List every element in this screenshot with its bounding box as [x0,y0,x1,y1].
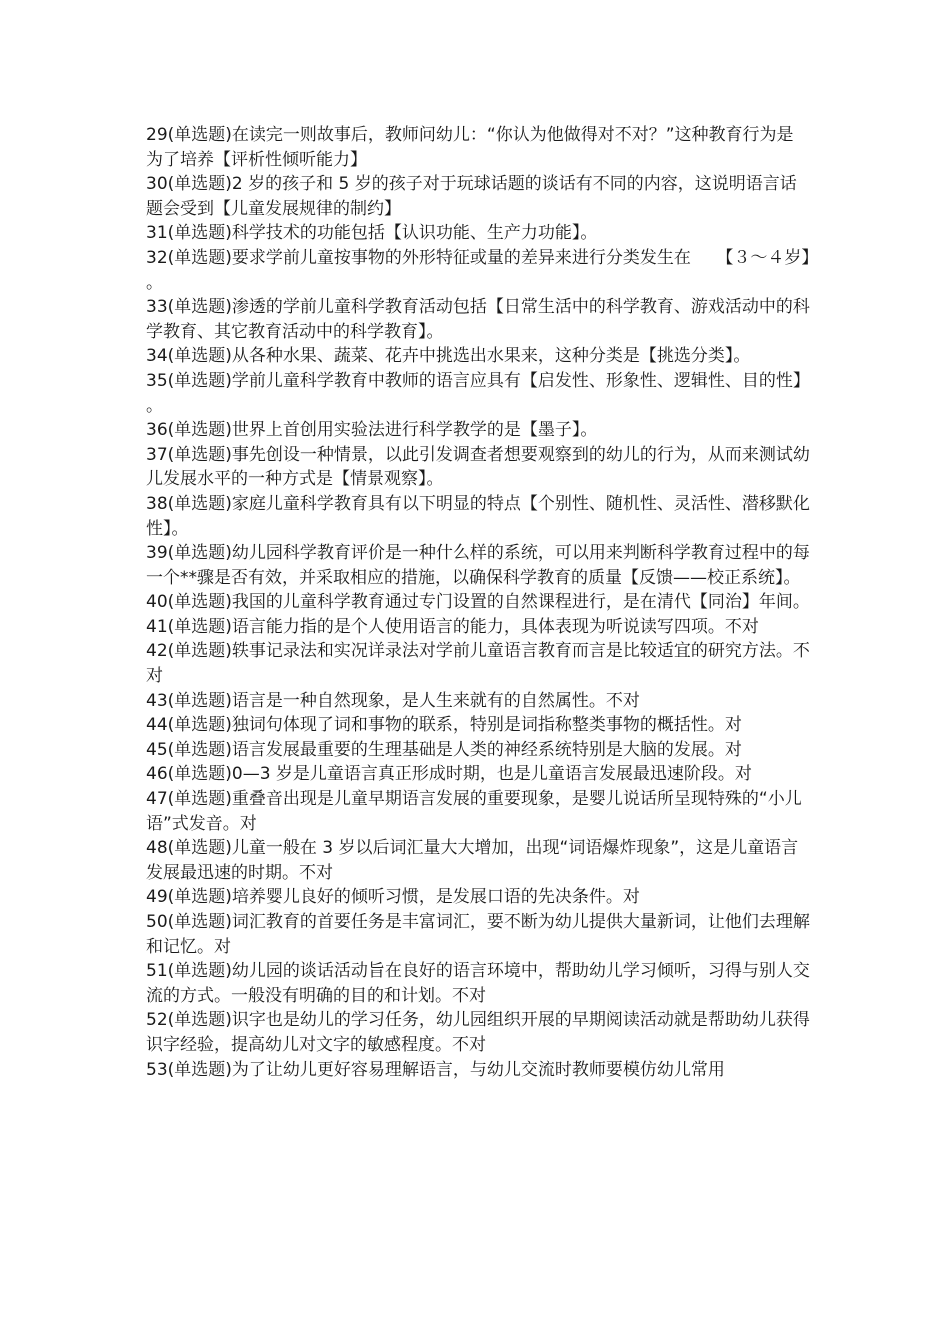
question-item: 37(单选题)事先创设一种情景，以此引发调查者想要观察到的幼儿的行为，从而来测试幼儿发展水平的一种方式是【情景观察】。 [146,444,810,490]
question-item: 53(单选题)为了让幼儿更好容易理解语言，与幼儿交流时教师要模仿幼儿常用 [146,1059,725,1080]
question-item: 52(单选题)识字也是幼儿的学习任务，幼儿园组织开展的早期阅读活动就是帮助幼儿获得识字经验，提高幼儿对文字的敏感程度。不对 [146,1010,810,1055]
question-item: 31(单选题)科学技术的功能包括【认识功能、生产力功能】。 [146,223,598,244]
question-item: 34(单选题)从各种水果、蔬菜、花卉中挑选出水果来，这种分类是【挑选分类】。 [146,346,751,367]
question-item: 46(单选题)0—3 岁是儿童语言真正形成时期，也是儿童语言发展最迅速阶段。对 [146,764,752,785]
question-item: 40(单选题)我国的儿童科学教育通过专门设置的自然课程进行，是在清代【同治】年间。 [146,592,810,613]
question-item: 47(单选题)重叠音出现是儿童早期语言发展的重要现象，是婴儿说话所呈现特殊的“小儿语”式发音。对 [146,789,802,834]
question-item: 43(单选题)语言是一种自然现象，是人生来就有的自然属性。不对 [146,690,640,711]
question-item: 50(单选题)词汇教育的首要任务是丰富词汇，要不断为幼儿提供大量新词，让他们去理解和记忆。对 [146,912,810,957]
question-item: 32(单选题)要求学前儿童按事物的外形特征或量的差异来进行分类发生在 【３～４岁】。 [146,247,810,293]
question-item: 42(单选题)轶事记录法和实况详录法对学前儿童语言教育而言是比较适宜的研究方法。不对 [146,641,810,687]
question-item: 51(单选题)幼儿园的谈话活动旨在良好的语言环境中，帮助幼儿学习倾听，习得与别人交流的方式。一般没有明确的目的和计划。不对 [146,961,810,1006]
question-item: 39(单选题)幼儿园科学教育评价是一种什么样的系统，可以用来判断科学教育过程中的每一个**骤是否有效，并采取相应的措施，以确保科学教育的质量【反馈——校正系统】。 [146,543,810,588]
question-item: 36(单选题)世界上首创用实验法进行科学教学的是【墨子】。 [146,420,598,441]
question-item: 44(单选题)独词句体现了词和事物的联系，特别是词指称整类事物的概括性。对 [146,715,742,736]
question-item: 41(单选题)语言能力指的是个人使用语言的能力，具体表现为听说读写四项。不对 [146,616,759,637]
question-list [146,123,810,1082]
question-item: 33(单选题)渗透的学前儿童科学教育活动包括【日常生活中的科学教育、游戏活动中的科学教育、其它教育活动中的科学教育】。 [146,297,810,342]
question-item: 48(单选题)儿童一般在 3 岁以后词汇量大大增加，出现“词语爆炸现象”，这是儿童语言发展最迅速的时期。不对 [146,838,799,883]
question-item: 38(单选题)家庭儿童科学教育具有以下明显的特点【个别性、随机性、灵活性、潜移默化性】。 [146,493,810,539]
question-item: 45(单选题)语言发展最重要的生理基础是人类的神经系统特别是大脑的发展。对 [146,739,742,760]
question-item: 30(单选题)2 岁的孩子和 5 岁的孩子对于玩球话题的谈话有不同的内容，这说明语言话题会受到【儿童发展规律的制约】 [146,174,797,219]
question-item: 35(单选题)学前儿童科学教育中教师的语言应具有【启发性、形象性、逻辑性、目的性】。 [146,370,802,416]
question-item: 49(单选题)培养婴儿良好的倾听习惯，是发展口语的先决条件。对 [146,887,640,908]
question-item: 29(单选题)在读完一则故事后，教师问幼儿：“你认为他做得对不对？”这种教育行为是为了培养【评析性倾听能力】 [146,125,794,170]
